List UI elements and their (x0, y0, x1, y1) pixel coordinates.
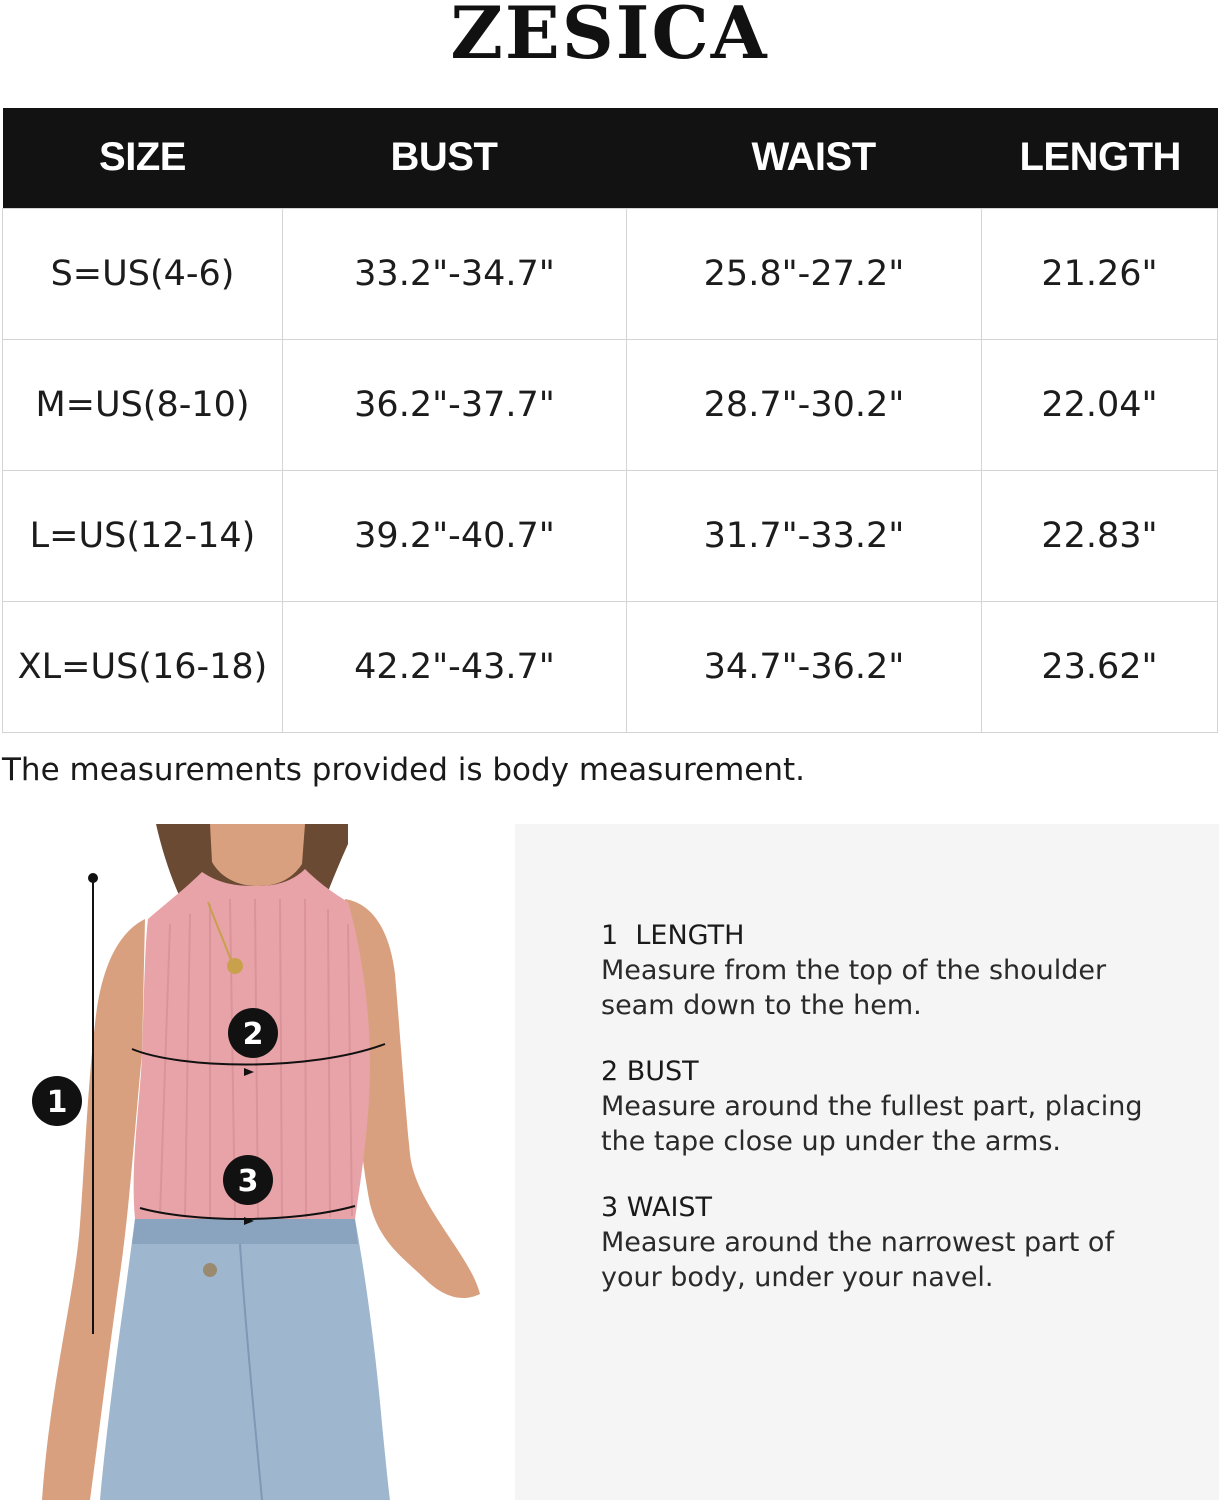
cell-bust: 33.2"-34.7" (283, 208, 627, 339)
cell-length: 21.26" (982, 208, 1218, 339)
cell-waist: 34.7"-36.2" (627, 601, 982, 732)
marker-3 (223, 1155, 273, 1205)
size-chart-table (2, 108, 1218, 733)
table-row (3, 339, 1218, 470)
instruction-text: Measure around the narrowest part of (601, 1227, 1114, 1258)
header-length: LENGTH (982, 108, 1218, 208)
instruction-text: Measure around the fullest part, placing (601, 1091, 1143, 1122)
table-row (3, 208, 1218, 339)
cell-length: 22.83" (982, 470, 1218, 601)
cell-waist: 31.7"-33.2" (627, 470, 982, 601)
instruction-waist (601, 1191, 1201, 1295)
marker-1 (32, 1076, 82, 1126)
cell-waist: 25.8"-27.2" (627, 208, 982, 339)
model-photo-illustration (30, 824, 500, 1500)
length-measure-top-dot (88, 873, 98, 883)
instruction-length (601, 919, 1201, 1023)
marker-1-label: 1 (46, 1085, 68, 1120)
jeans-shape (100, 1219, 390, 1500)
instruction-title: 3 WAIST (601, 1192, 713, 1223)
cell-size: M=US(8-10) (3, 339, 283, 470)
cell-bust: 39.2"-40.7" (283, 470, 627, 601)
table-header-row (3, 108, 1218, 208)
instruction-text: your body, under your navel. (601, 1262, 994, 1293)
marker-2 (228, 1008, 278, 1058)
cell-waist: 28.7"-30.2" (627, 339, 982, 470)
cell-size: XL=US(16-18) (3, 601, 283, 732)
table-row (3, 601, 1218, 732)
necklace-pendant-icon (227, 958, 243, 974)
header-waist: WAIST (627, 108, 982, 208)
instruction-text: the tape close up under the arms. (601, 1126, 1061, 1157)
header-size: SIZE (3, 108, 283, 208)
instruction-text: seam down to the hem. (601, 990, 922, 1021)
jeans-button-icon (203, 1263, 217, 1277)
instruction-text: Measure from the top of the shoulder (601, 955, 1107, 986)
brand-logo: ZESICA (450, 0, 769, 75)
cell-size: S=US(4-6) (3, 208, 283, 339)
cell-length: 23.62" (982, 601, 1218, 732)
instruction-title: 2 BUST (601, 1056, 699, 1087)
cell-size: L=US(12-14) (3, 470, 283, 601)
table-row (3, 470, 1218, 601)
instruction-title: 1 LENGTH (601, 920, 745, 951)
cell-length: 22.04" (982, 339, 1218, 470)
marker-3-label: 3 (237, 1164, 259, 1199)
header-bust: BUST (283, 108, 627, 208)
cell-bust: 42.2"-43.7" (283, 601, 627, 732)
marker-2-label: 2 (242, 1017, 264, 1052)
measurement-note: The measurements provided is body measurement. (2, 752, 806, 788)
cell-bust: 36.2"-37.7" (283, 339, 627, 470)
measurement-instructions (515, 824, 1219, 1500)
instruction-bust (601, 1055, 1201, 1159)
